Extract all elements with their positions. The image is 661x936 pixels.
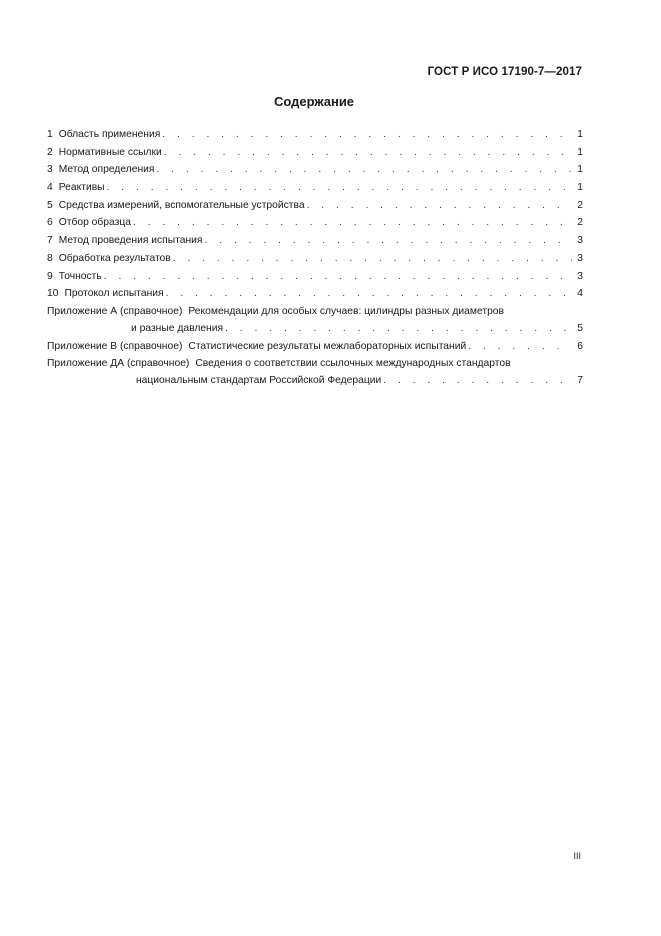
- annex-prefix: Приложение В (справочное): [47, 340, 183, 352]
- dot-leader: [104, 268, 572, 286]
- annex-title: Статистические результаты межлабораторных испытаний: [188, 340, 467, 352]
- dot-leader: [383, 372, 572, 390]
- dot-leader: [468, 338, 572, 356]
- annex-title-continued: национальным стандартам Российской Федерации: [136, 375, 382, 387]
- page-number: III: [573, 851, 581, 861]
- toc-title: Содержание: [273, 94, 355, 109]
- document-code: ГОСТ Р ИСО 17190-7—2017: [427, 66, 582, 78]
- toc-entry-label: Область применения: [58, 129, 161, 140]
- toc-entry-page: 5: [577, 322, 583, 334]
- toc-entry-label: Метод определения: [58, 164, 155, 176]
- toc-entry-number: 10: [47, 288, 59, 300]
- toc-entry-page: 3: [577, 235, 583, 247]
- dot-leader: [205, 232, 573, 250]
- annex-title: Сведения о соответствии ссылочных международных стандартов: [195, 358, 511, 370]
- toc-entry-label: Средства измерений, вспомогательные устройства: [58, 199, 305, 211]
- toc-entry-3[interactable]: [47, 161, 583, 179]
- dot-leader: [164, 144, 572, 162]
- toc-entry-page: 3: [577, 270, 583, 282]
- toc-entry-page: 1: [577, 164, 583, 176]
- table-of-contents: [47, 126, 583, 390]
- toc-entry-page: 1: [577, 182, 583, 194]
- toc-entry-1[interactable]: [47, 126, 583, 144]
- toc-entry-label: Протокол испытания: [64, 288, 164, 300]
- annex-prefix: Приложение ДА (справочное): [47, 358, 190, 370]
- toc-entry-7[interactable]: [47, 232, 583, 250]
- toc-entry-9[interactable]: [47, 268, 583, 286]
- toc-entry-page: 2: [577, 217, 583, 229]
- dot-leader: [156, 161, 572, 179]
- toc-entry-number: 6: [47, 217, 53, 229]
- dot-leader: [133, 214, 572, 232]
- toc-entry-page: 1: [577, 129, 583, 140]
- dot-leader: [107, 179, 572, 197]
- toc-entry-number: 9: [47, 270, 53, 282]
- toc-entry-4[interactable]: [47, 179, 583, 197]
- annex-title: Рекомендации для особых случаев: цилиндры разных диаметров: [188, 305, 504, 317]
- toc-entry-5[interactable]: [47, 197, 583, 215]
- toc-entry-page: 1: [577, 146, 583, 158]
- toc-annex-a[interactable]: [47, 303, 583, 338]
- toc-entry-number: 7: [47, 235, 53, 247]
- toc-entry-number: 3: [47, 164, 53, 176]
- dot-leader: [225, 320, 572, 338]
- toc-entry-label: Реактивы: [58, 182, 105, 194]
- annex-prefix: Приложение А (справочное): [47, 305, 183, 317]
- toc-entry-page: 3: [577, 252, 583, 264]
- dot-leader: [307, 197, 572, 215]
- toc-entry-6[interactable]: [47, 214, 583, 232]
- toc-entry-page: 4: [577, 288, 583, 300]
- toc-entry-10[interactable]: [47, 285, 583, 303]
- toc-entry-number: 4: [47, 182, 53, 194]
- toc-annex-da[interactable]: [47, 355, 583, 390]
- toc-entry-page: 6: [577, 340, 583, 352]
- annex-continuation-line: [47, 320, 583, 338]
- dot-leader: [173, 250, 572, 268]
- toc-annex-b[interactable]: [47, 338, 583, 356]
- annex-continuation-line: [47, 372, 583, 390]
- toc-entry-number: 5: [47, 199, 53, 211]
- toc-entry-2[interactable]: [47, 144, 583, 162]
- toc-entry-label: Нормативные ссылки: [58, 146, 162, 158]
- toc-entry-label: Точность: [58, 270, 102, 282]
- annex-title-continued: и разные давления: [131, 322, 224, 334]
- toc-entry-number: 8: [47, 252, 53, 264]
- toc-entry-8[interactable]: [47, 250, 583, 268]
- annex-first-line: [47, 355, 583, 372]
- toc-entry-page: 7: [577, 375, 583, 387]
- toc-entry-number: 2: [47, 146, 53, 158]
- dot-leader: [162, 126, 572, 144]
- toc-entry-page: 2: [577, 199, 583, 211]
- toc-entry-label: Отбор образца: [58, 217, 131, 229]
- annex-first-line: [47, 303, 583, 320]
- toc-entry-label: Обработка результатов: [58, 252, 171, 264]
- toc-entry-label: Метод проведения испытания: [58, 235, 203, 247]
- dot-leader: [166, 285, 572, 303]
- toc-entry-number: 1: [47, 129, 53, 140]
